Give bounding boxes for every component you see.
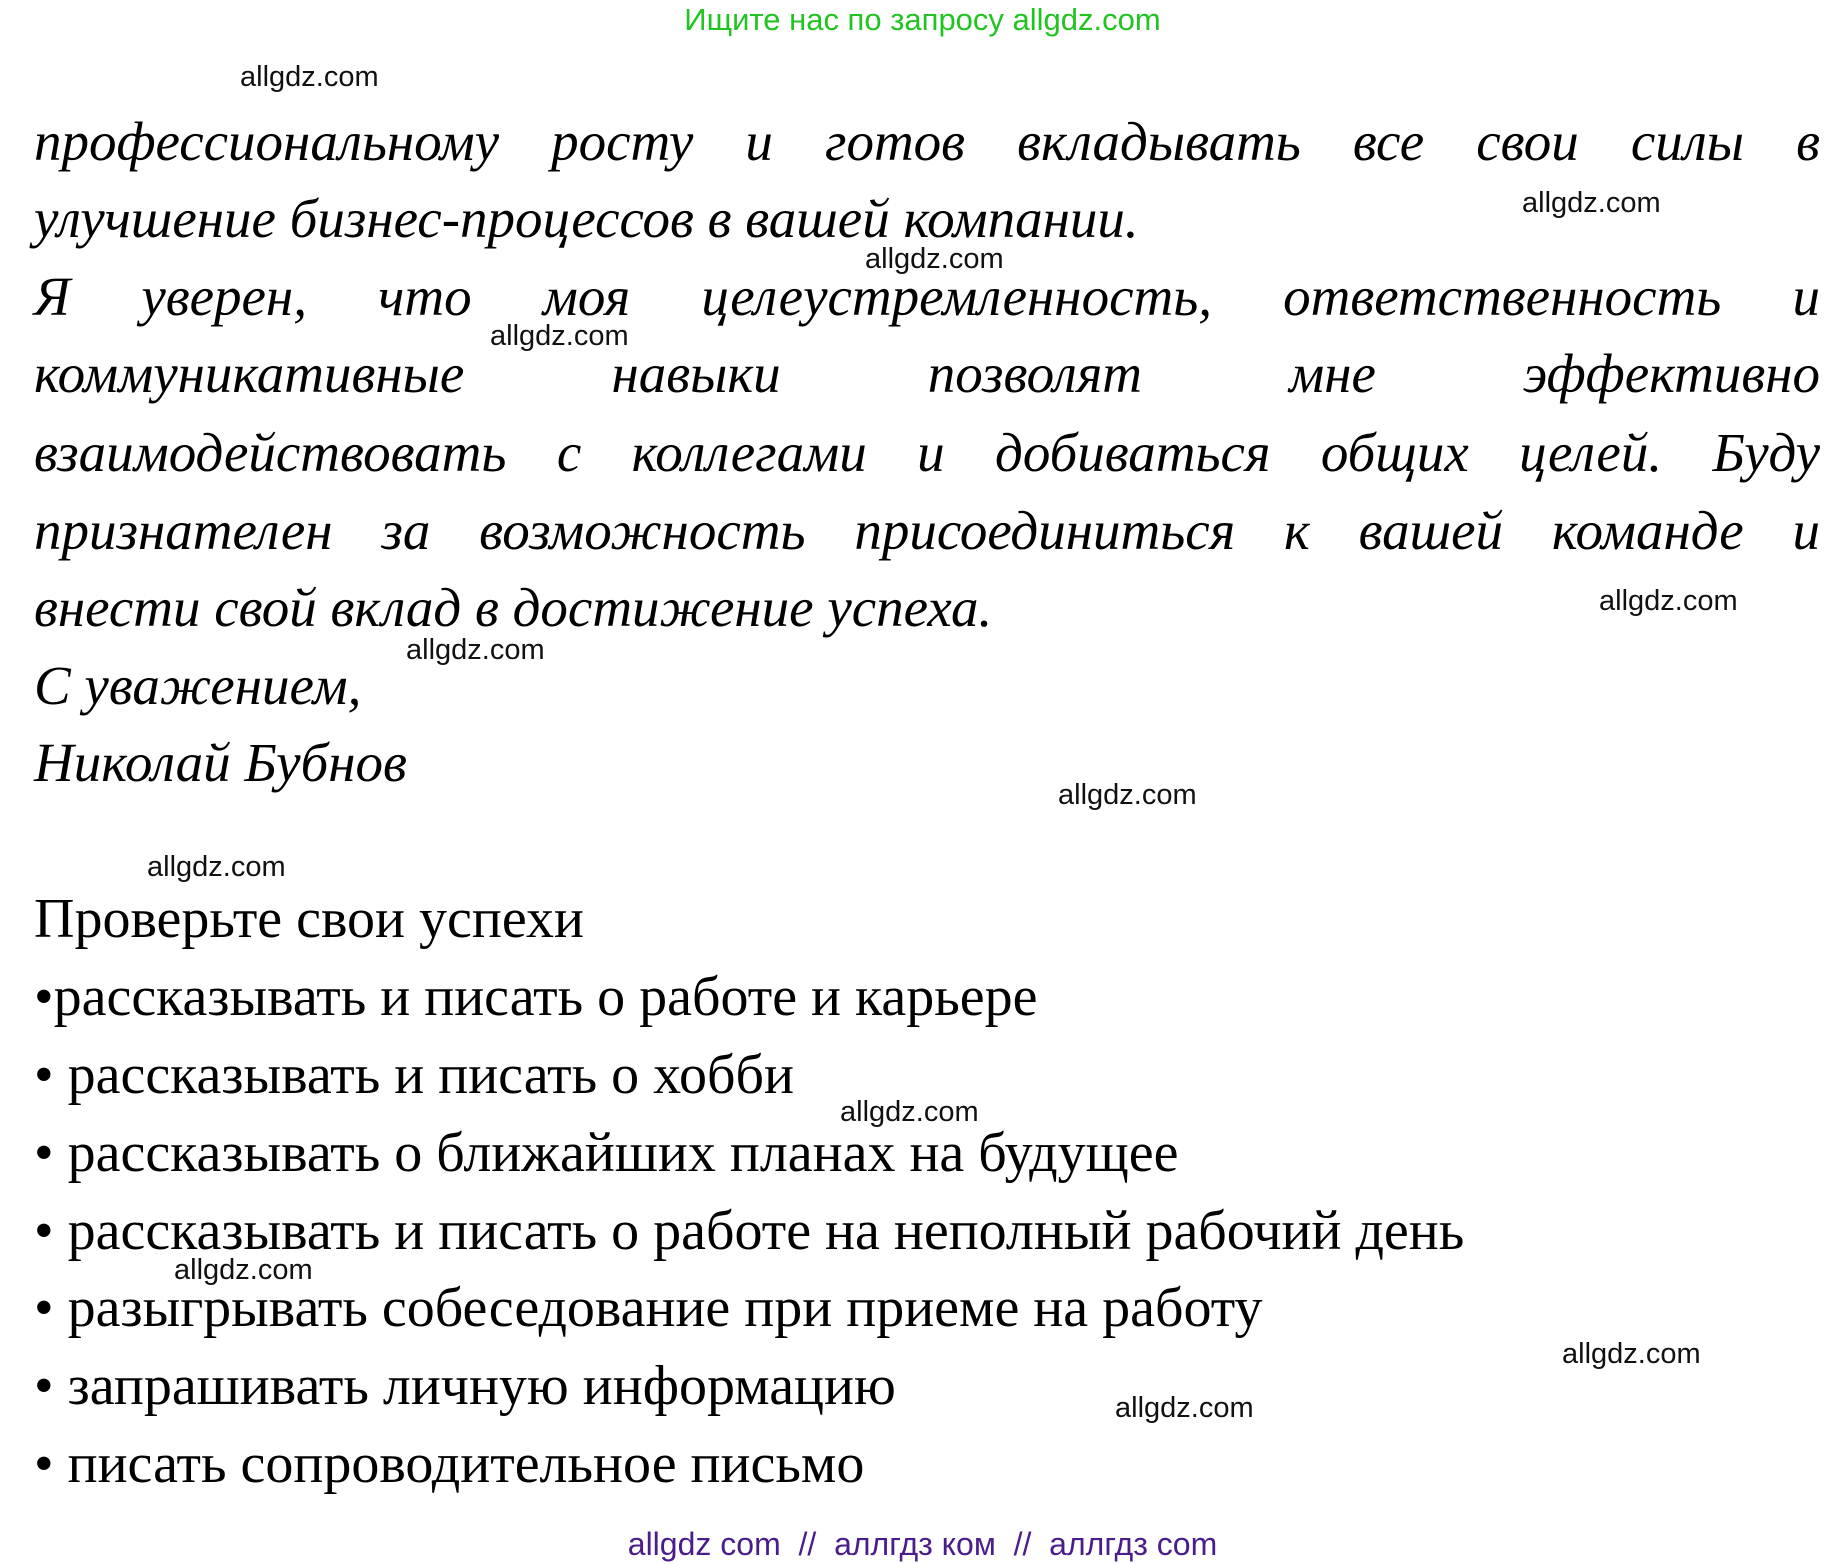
- checklist-item: • разыгрывать собеседование при приеме на работу: [34, 1277, 1263, 1339]
- footer-watermark: allgdz com // аллгдз ком // аллгдз com: [627, 1526, 1218, 1562]
- checklist-item: • рассказывать и писать о работе на неполный рабочий день: [34, 1200, 1465, 1262]
- letter-line: признателен за возможность присоединиться к вашей команде и: [34, 500, 1820, 561]
- letter-line: Я уверен, что моя целеустремленность, ответственность и: [34, 266, 1820, 327]
- watermark: allgdz.com: [174, 1254, 313, 1286]
- watermark: allgdz.com: [1058, 779, 1197, 811]
- checklist-item: • рассказывать о ближайших планах на будущее: [34, 1122, 1179, 1184]
- letter-line: взаимодействовать с коллегами и добиваться общих целей. Буду: [34, 422, 1820, 483]
- letter-signature: Николай Бубнов: [34, 732, 407, 793]
- watermark: allgdz.com: [865, 243, 1004, 275]
- letter-line: коммуникативные навыки позволят мне эффективно: [34, 343, 1820, 404]
- watermark: allgdz.com: [1115, 1392, 1254, 1424]
- search-hint-banner: Ищите нас по запросу allgdz.com: [684, 2, 1161, 37]
- watermark: allgdz.com: [240, 61, 379, 93]
- letter-line: внести свой вклад в достижение успеха.: [34, 577, 993, 638]
- watermark: allgdz.com: [406, 634, 545, 666]
- watermark: allgdz.com: [1522, 187, 1661, 219]
- letter-line: профессиональному росту и готов вкладывать все свои силы в: [34, 111, 1820, 172]
- watermark: allgdz.com: [490, 320, 629, 352]
- checklist-title: Проверьте свои успехи: [34, 888, 584, 950]
- checklist-item: • рассказывать и писать о хобби: [34, 1044, 794, 1106]
- letter-line: улучшение бизнес-процессов в вашей компании.: [34, 188, 1139, 249]
- letter-closing: С уважением,: [34, 655, 362, 716]
- watermark: allgdz.com: [1562, 1338, 1701, 1370]
- checklist-item: •рассказывать и писать о работе и карьере: [34, 966, 1038, 1028]
- watermark: allgdz.com: [1599, 585, 1738, 617]
- checklist-item: • писать сопроводительное письмо: [34, 1433, 865, 1495]
- watermark: allgdz.com: [147, 851, 286, 883]
- checklist-item: • запрашивать личную информацию: [34, 1355, 896, 1417]
- watermark: allgdz.com: [840, 1096, 979, 1128]
